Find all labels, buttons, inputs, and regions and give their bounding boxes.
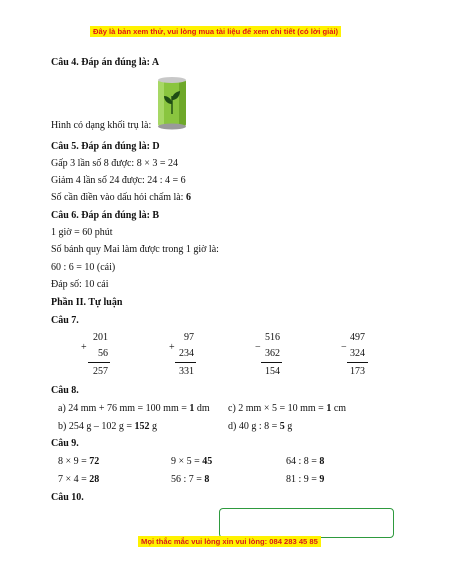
q8-c: [228, 403, 346, 414]
q9-item-5: [171, 474, 209, 485]
q7-op4-line: [347, 362, 368, 363]
q6-title: Câu 6. Đáp án đúng là: B: [51, 210, 160, 221]
q9-item-6-answer: 9: [319, 474, 325, 485]
q7-op3-r: 154: [265, 366, 280, 377]
q9-item-4-expr: 7 × 4 =: [58, 474, 90, 485]
q8-b-unit: g: [149, 421, 157, 432]
q7-op4-r: 173: [350, 366, 365, 377]
q6-line2: Số bánh quy Mai làm được trong 1 giờ là:: [51, 244, 219, 255]
q8-a-unit: dm: [194, 403, 210, 414]
q7-op4-sign: −: [341, 342, 347, 353]
q7-op3-a: 516: [265, 332, 280, 343]
q7-op1-line: [88, 362, 110, 363]
q5-title: Câu 5. Đáp án đúng là: D: [51, 141, 160, 152]
green-can-image: [157, 76, 187, 130]
q9-item-2: [171, 456, 212, 467]
q7-op1-b: 56: [98, 348, 108, 359]
q8-c-text: c) 2 mm × 5 = 10 mm =: [228, 403, 327, 414]
q9-item-5-answer: 8: [204, 474, 210, 485]
q8-c-answer: 1: [326, 403, 332, 414]
q7-title: Câu 7.: [51, 315, 79, 326]
part2-title: Phần II. Tự luận: [51, 297, 123, 308]
q7-op1-a: 201: [93, 332, 108, 343]
q7-op1-r: 257: [93, 366, 108, 377]
header-notice: Đây là bản xem thử, vui lòng mua tài liệu để xem chi tiết (có lời giải): [90, 26, 341, 37]
q9-item-5-expr: 56 : 7 =: [171, 474, 205, 485]
q6-line4: Đáp số: 10 cái: [51, 279, 109, 290]
q9-item-2-answer: 45: [202, 456, 213, 467]
q8-b-answer: 152: [134, 421, 150, 432]
q10-title: Câu 10.: [51, 492, 84, 503]
q8-d: [228, 421, 292, 432]
q8-d-unit: g: [284, 421, 293, 432]
q8-title: Câu 8.: [51, 385, 79, 396]
answer-box: [219, 508, 394, 538]
q7-op2-sign: +: [169, 342, 175, 353]
q7-op2-b: 234: [179, 348, 194, 359]
q6-line3: 60 : 6 = 10 (cái): [51, 262, 116, 273]
q7-op3-line: [261, 362, 282, 363]
q9-item-1-answer: 72: [89, 456, 100, 467]
q7-op2-a: 97: [184, 332, 194, 343]
q4-text: Hình có dạng khối trụ là:: [51, 120, 152, 131]
q8-a-text: a) 24 mm + 76 mm = 100 mm =: [58, 403, 190, 414]
q8-c-unit: cm: [331, 403, 347, 414]
q8-d-answer: 5: [279, 421, 285, 432]
q5-line2: Giảm 4 lần số 24 được: 24 : 4 = 6: [51, 175, 186, 186]
q9-item-3: [286, 456, 324, 467]
q5-line3: [51, 192, 191, 203]
q5-line3-text: Số cần điền vào dấu hỏi chấm là:: [51, 192, 186, 203]
q9-item-6: [286, 474, 324, 485]
q8-a-answer: 1: [189, 403, 195, 414]
q9-item-4: [58, 474, 99, 485]
q9-item-4-answer: 28: [89, 474, 100, 485]
q9-title: Câu 9.: [51, 438, 79, 449]
q9-item-3-answer: 8: [319, 456, 325, 467]
q9-item-1: [58, 456, 99, 467]
q7-op1-sign: +: [81, 342, 87, 353]
q8-b: [58, 421, 157, 432]
q8-d-text: d) 40 g : 8 =: [228, 421, 280, 432]
q5-line3-answer: 6: [185, 192, 191, 203]
footer-notice: Mọi thắc mắc vui lòng xin vui lòng: 084 283 45 85: [138, 536, 321, 547]
q4-title: Câu 4. Đáp án đúng là: A: [51, 57, 160, 68]
q7-op4-a: 497: [350, 332, 365, 343]
q9-item-6-expr: 81 : 9 =: [286, 474, 320, 485]
q9-item-2-expr: 9 × 5 =: [171, 456, 203, 467]
q7-op2-r: 331: [179, 366, 194, 377]
q7-op4-b: 324: [350, 348, 365, 359]
q5-line1: Gấp 3 lần số 8 được: 8 × 3 = 24: [51, 158, 178, 169]
q8-b-text: b) 254 g – 102 g =: [58, 421, 135, 432]
q7-op2-line: [175, 362, 196, 363]
q9-item-1-expr: 8 × 9 =: [58, 456, 90, 467]
q9-item-3-expr: 64 : 8 =: [286, 456, 320, 467]
q8-a: [58, 403, 210, 414]
q7-op3-b: 362: [265, 348, 280, 359]
q6-line1: 1 giờ = 60 phút: [51, 227, 113, 238]
q7-op3-sign: −: [255, 342, 261, 353]
